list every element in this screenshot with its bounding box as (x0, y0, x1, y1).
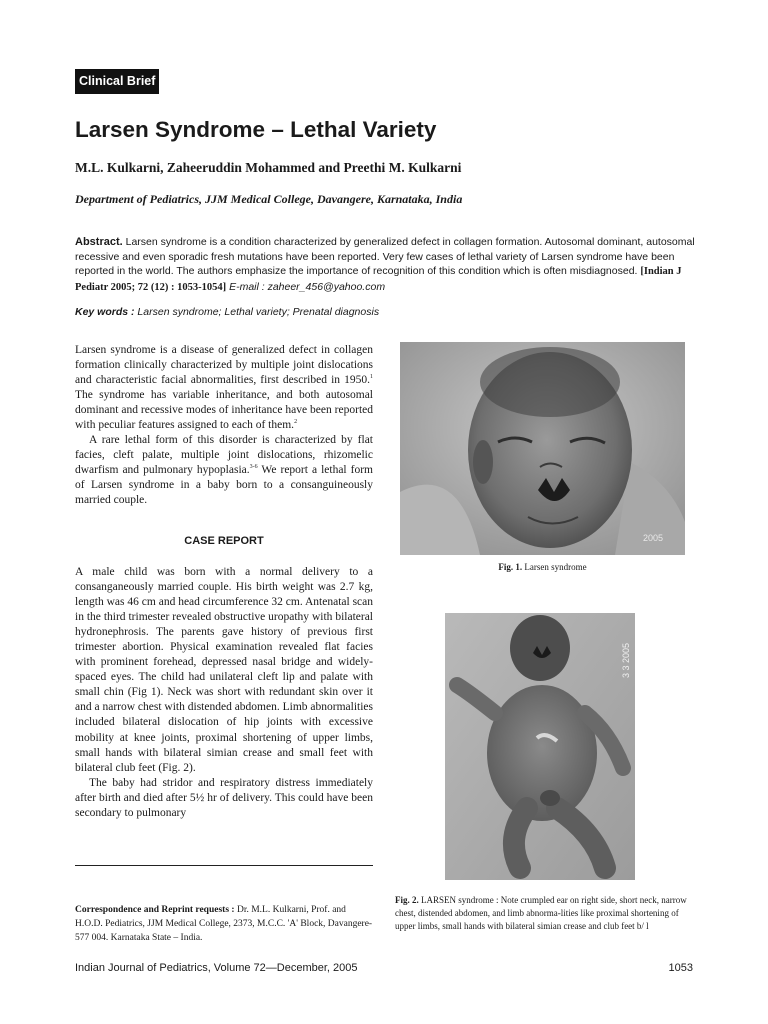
figure-2-photo (445, 613, 635, 880)
reference-marker: 2 (294, 419, 298, 426)
keywords-text: Larsen syndrome; Lethal variety; Prenatal diagnosis (134, 306, 380, 318)
abstract-text: Larsen syndrome is a condition characterized by generalized defect in collagen formation. Autosomal dominant, autosomal recessive and even sporadic fresh mutations have been reported. Very few cases of lethal variety of Larsen syndrome have been reported in the world. The authors emphasize the importance of recognition of this condition which is often misdiagnosed. (75, 236, 695, 278)
article-title: Larsen Syndrome – Lethal Variety (75, 117, 437, 142)
reference-marker: 3-6 (249, 464, 258, 471)
intro-text-1a: Larsen syndrome is a disease of generalized defect in collagen formation clinically characterized by multiple joint dislocations and characteristic facial abnormalities, first described in 1950. (75, 344, 373, 387)
case-report-section (75, 565, 373, 821)
citation: [Indian J Pediatr 2005; 72 (12) : 1053-1054] (75, 266, 682, 293)
figure-2-caption-text: LARSEN syndrome : Note crumpled ear on right side, short neck, narrow chest, distended abdomen, and limb abnorma-lities like proximal shortening of upper limbs, small hands with bilateral simian crease and club feet b/ l (395, 895, 687, 931)
keywords (75, 306, 379, 318)
intro-text-2a: A rare lethal form of this disorder is characterized by flat facies, cleft palate, multiple joint dislocations, rhizomelic dwarfism and pulmonary hypoplasia. (75, 434, 373, 477)
affiliation: Department of Pediatrics, JJM Medical College, Davangere, Karnataka, India (75, 192, 463, 206)
figure-1-caption (400, 562, 685, 572)
page-number: 1053 (668, 962, 693, 974)
intro-section (75, 343, 373, 509)
intro-paragraph-2 (75, 433, 373, 508)
figure-1-caption-text: Larsen syndrome (522, 562, 587, 572)
infant-body-image (445, 613, 635, 880)
intro-text-1b: The syndrome has variable inheritance, and both autosomal dominant and recessive modes of inheritance have been reported with peculiar features assigned to each of them. (75, 389, 373, 432)
correspondence-text: Dr. M.L. Kulkarni, Prof. and H.O.D. Pediatrics, JJM Medical College, 2373, M.C.C. 'A' Block, Davangere- 577 004. Karnataka State – India. (75, 905, 373, 943)
photo-date-stamp: 2005 (642, 533, 663, 543)
photo-date-stamp: 3 3 2005 (621, 643, 631, 679)
figure-1-label: Fig. 1. (498, 562, 523, 572)
figure-1-photo (400, 342, 685, 555)
case-paragraph-1: A male child was born with a normal delivery to a consanganeously married couple. His birth weight was 2.7 kg, length was 46 cm and head circumference 32 cm. Antenatal scan in the third trimester revealed obstructive uropathy with bilateral hydronephrosis. The parents gave history of previous first trimester abortion. Physical examination revealed flat facies with prominent forehead, depressed nasal bridge and widely-spaced eyes. The child had unilateral cleft lip and palate with small chin (Fig 1). Neck was short with redundant skin over it and a narrow chest with distended abdomen. Limb abnormalities included bilateral dislocation of hip joints with excessive mobility at knee joints, proximal shortening of upper limbs, small hands with bilateral simian crease and small feet with bilateral club feet (Fig. 2). (75, 566, 373, 774)
correspondence-label: Correspondence and Reprint requests : (75, 905, 235, 915)
intro-text-2b: We report a lethal form of Larsen syndrome in a baby born to a consanguineously married couple. (75, 464, 374, 507)
footnote-divider (75, 865, 373, 866)
figure-2-caption (395, 894, 695, 933)
intro-paragraph-1 (75, 343, 373, 433)
case-report-heading: CASE REPORT (184, 535, 264, 547)
correspondence-note (75, 903, 375, 945)
keywords-label: Key words : (75, 306, 135, 318)
abstract (75, 235, 695, 295)
email-address: E-mail : zaheer_456@yahoo.com (226, 280, 386, 293)
abstract-label: Abstract. (75, 236, 123, 248)
reference-marker: 1 (370, 374, 373, 381)
section-badge: Clinical Brief (75, 69, 159, 94)
author-list: M.L. Kulkarni, Zaheeruddin Mohammed and Preethi M. Kulkarni (75, 160, 462, 175)
figure-2-label: Fig. 2. (395, 895, 419, 905)
case-paragraph-2: The baby had stridor and respiratory distress immediately after birth and died after 5½ hr of delivery. This could have been secondary to pulmonary (75, 776, 373, 819)
journal-footer: Indian Journal of Pediatrics, Volume 72—December, 2005 (75, 962, 358, 974)
infant-face-image (400, 342, 685, 555)
